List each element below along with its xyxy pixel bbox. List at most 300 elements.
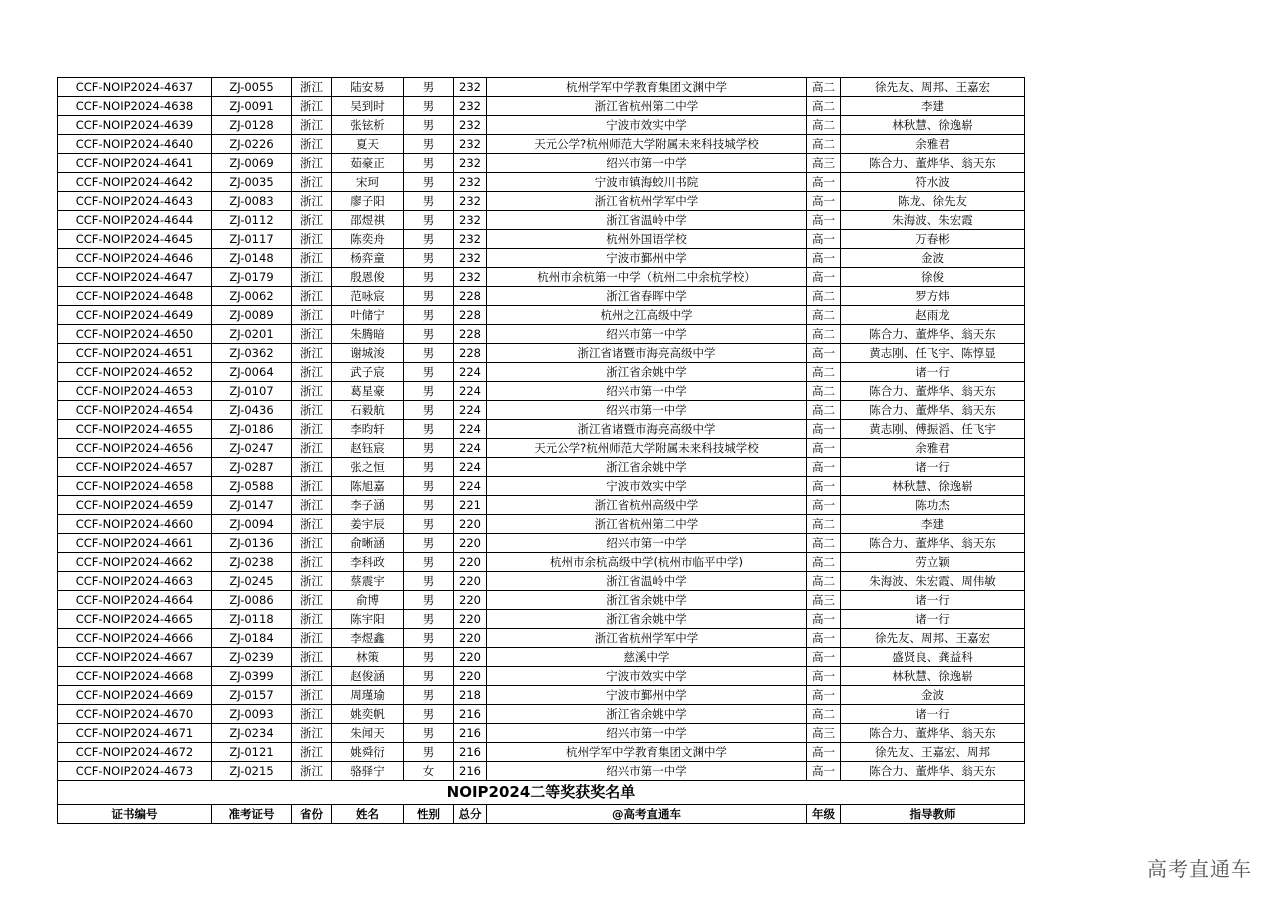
cell-grade: 高一 xyxy=(807,743,841,762)
cell-exam-no: ZJ-0147 xyxy=(212,496,292,515)
cell-teacher: 黄志刚、任飞宇、陈惇显 xyxy=(841,344,1025,363)
table-row xyxy=(58,572,1025,591)
cell-cert-no: CCF-NOIP2024-4639 xyxy=(58,116,212,135)
cell-name: 范咏宸 xyxy=(332,287,404,306)
cell-cert-no: CCF-NOIP2024-4653 xyxy=(58,382,212,401)
cell-province: 浙江 xyxy=(292,572,332,591)
cell-score: 232 xyxy=(454,211,487,230)
cell-name: 俞晰涵 xyxy=(332,534,404,553)
cell-cert-no: CCF-NOIP2024-4660 xyxy=(58,515,212,534)
cell-teacher: 李建 xyxy=(841,515,1025,534)
cell-province: 浙江 xyxy=(292,230,332,249)
cell-province: 浙江 xyxy=(292,116,332,135)
cell-teacher: 李建 xyxy=(841,97,1025,116)
cell-exam-no: ZJ-0064 xyxy=(212,363,292,382)
cell-grade: 高一 xyxy=(807,667,841,686)
cell-exam-no: ZJ-0136 xyxy=(212,534,292,553)
cell-grade: 高一 xyxy=(807,268,841,287)
cell-teacher: 陈功杰 xyxy=(841,496,1025,515)
table-row xyxy=(58,591,1025,610)
cell-province: 浙江 xyxy=(292,439,332,458)
cell-grade: 高二 xyxy=(807,135,841,154)
table-row xyxy=(58,762,1025,781)
cell-school: 杭州之江高级中学 xyxy=(487,306,807,325)
cell-score: 224 xyxy=(454,420,487,439)
cell-score: 221 xyxy=(454,496,487,515)
cell-teacher: 徐先友、周邦、王嘉宏 xyxy=(841,78,1025,97)
header-gender: 性别 xyxy=(404,805,454,824)
cell-gender: 男 xyxy=(404,724,454,743)
cell-gender: 男 xyxy=(404,477,454,496)
cell-teacher: 林秋慧、徐逸崭 xyxy=(841,477,1025,496)
table-row xyxy=(58,686,1025,705)
cell-grade: 高一 xyxy=(807,344,841,363)
table-row xyxy=(58,667,1025,686)
cell-cert-no: CCF-NOIP2024-4640 xyxy=(58,135,212,154)
cell-name: 陈奕舟 xyxy=(332,230,404,249)
cell-teacher: 诸一行 xyxy=(841,610,1025,629)
table-row xyxy=(58,287,1025,306)
cell-score: 220 xyxy=(454,591,487,610)
cell-name: 夏天 xyxy=(332,135,404,154)
cell-school: 绍兴市第一中学 xyxy=(487,382,807,401)
cell-gender: 男 xyxy=(404,705,454,724)
cell-grade: 高二 xyxy=(807,116,841,135)
cell-cert-no: CCF-NOIP2024-4643 xyxy=(58,192,212,211)
table-row xyxy=(58,705,1025,724)
header-name: 姓名 xyxy=(332,805,404,824)
cell-exam-no: ZJ-0436 xyxy=(212,401,292,420)
cell-cert-no: CCF-NOIP2024-4669 xyxy=(58,686,212,705)
table-row xyxy=(58,477,1025,496)
cell-grade: 高一 xyxy=(807,192,841,211)
cell-exam-no: ZJ-0094 xyxy=(212,515,292,534)
cell-exam-no: ZJ-0201 xyxy=(212,325,292,344)
cell-teacher: 徐俊 xyxy=(841,268,1025,287)
cell-teacher: 朱海波、朱宏霞 xyxy=(841,211,1025,230)
cell-gender: 男 xyxy=(404,439,454,458)
cell-province: 浙江 xyxy=(292,173,332,192)
cell-score: 232 xyxy=(454,249,487,268)
cell-score: 220 xyxy=(454,515,487,534)
cell-school: 宁波市效实中学 xyxy=(487,667,807,686)
cell-score: 220 xyxy=(454,534,487,553)
cell-school: 绍兴市第一中学 xyxy=(487,724,807,743)
cell-score: 220 xyxy=(454,553,487,572)
cell-school: 浙江省余姚中学 xyxy=(487,610,807,629)
cell-name: 李科政 xyxy=(332,553,404,572)
cell-school: 浙江省杭州高级中学 xyxy=(487,496,807,515)
cell-cert-no: CCF-NOIP2024-4655 xyxy=(58,420,212,439)
cell-gender: 男 xyxy=(404,382,454,401)
cell-school: 宁波市鄞州中学 xyxy=(487,686,807,705)
cell-grade: 高一 xyxy=(807,686,841,705)
cell-grade: 高一 xyxy=(807,629,841,648)
cell-gender: 男 xyxy=(404,743,454,762)
cell-gender: 男 xyxy=(404,667,454,686)
cell-province: 浙江 xyxy=(292,192,332,211)
cell-teacher: 徐先友、王嘉宏、周邦 xyxy=(841,743,1025,762)
cell-name: 陆安易 xyxy=(332,78,404,97)
cell-score: 216 xyxy=(454,743,487,762)
table-row xyxy=(58,743,1025,762)
cell-province: 浙江 xyxy=(292,382,332,401)
table-row xyxy=(58,458,1025,477)
cell-province: 浙江 xyxy=(292,401,332,420)
cell-grade: 高一 xyxy=(807,477,841,496)
cell-score: 220 xyxy=(454,629,487,648)
table-row xyxy=(58,268,1025,287)
cell-school: 浙江省余姚中学 xyxy=(487,458,807,477)
cell-cert-no: CCF-NOIP2024-4665 xyxy=(58,610,212,629)
cell-gender: 男 xyxy=(404,249,454,268)
table-row xyxy=(58,344,1025,363)
cell-name: 姚奕帆 xyxy=(332,705,404,724)
table-row xyxy=(58,420,1025,439)
cell-school: 浙江省余姚中学 xyxy=(487,363,807,382)
cell-score: 220 xyxy=(454,572,487,591)
cell-exam-no: ZJ-0148 xyxy=(212,249,292,268)
cell-province: 浙江 xyxy=(292,78,332,97)
cell-score: 232 xyxy=(454,97,487,116)
cell-cert-no: CCF-NOIP2024-4657 xyxy=(58,458,212,477)
cell-cert-no: CCF-NOIP2024-4663 xyxy=(58,572,212,591)
cell-school: 杭州市余杭高级中学(杭州市临平中学) xyxy=(487,553,807,572)
cell-grade: 高一 xyxy=(807,249,841,268)
cell-school: 绍兴市第一中学 xyxy=(487,534,807,553)
cell-score: 232 xyxy=(454,268,487,287)
header-province: 省份 xyxy=(292,805,332,824)
cell-gender: 男 xyxy=(404,629,454,648)
cell-grade: 高二 xyxy=(807,705,841,724)
cell-province: 浙江 xyxy=(292,344,332,363)
cell-school: 杭州外国语学校 xyxy=(487,230,807,249)
cell-exam-no: ZJ-0093 xyxy=(212,705,292,724)
cell-province: 浙江 xyxy=(292,249,332,268)
cell-score: 216 xyxy=(454,705,487,724)
cell-gender: 男 xyxy=(404,116,454,135)
cell-school: 浙江省杭州第二中学 xyxy=(487,515,807,534)
cell-school: 绍兴市第一中学 xyxy=(487,401,807,420)
cell-gender: 男 xyxy=(404,534,454,553)
cell-school: 浙江省春晖中学 xyxy=(487,287,807,306)
cell-cert-no: CCF-NOIP2024-4656 xyxy=(58,439,212,458)
cell-cert-no: CCF-NOIP2024-4649 xyxy=(58,306,212,325)
cell-school: 天元公学?杭州师范大学附属未来科技城学校 xyxy=(487,439,807,458)
cell-score: 228 xyxy=(454,344,487,363)
header-score: 总分 xyxy=(454,805,487,824)
cell-school: 宁波市鄞州中学 xyxy=(487,249,807,268)
cell-cert-no: CCF-NOIP2024-4672 xyxy=(58,743,212,762)
cell-exam-no: ZJ-0107 xyxy=(212,382,292,401)
cell-gender: 男 xyxy=(404,363,454,382)
cell-name: 宋珂 xyxy=(332,173,404,192)
cell-gender: 男 xyxy=(404,97,454,116)
cell-grade: 高二 xyxy=(807,572,841,591)
header-school: @高考直通车 xyxy=(487,805,807,824)
cell-grade: 高一 xyxy=(807,211,841,230)
cell-province: 浙江 xyxy=(292,762,332,781)
cell-province: 浙江 xyxy=(292,724,332,743)
cell-gender: 男 xyxy=(404,325,454,344)
table-row xyxy=(58,306,1025,325)
cell-school: 杭州学军中学教育集团文渊中学 xyxy=(487,78,807,97)
cell-name: 吴到时 xyxy=(332,97,404,116)
cell-teacher: 林秋慧、徐逸崭 xyxy=(841,667,1025,686)
cell-score: 232 xyxy=(454,192,487,211)
cell-cert-no: CCF-NOIP2024-4661 xyxy=(58,534,212,553)
cell-province: 浙江 xyxy=(292,135,332,154)
cell-province: 浙江 xyxy=(292,629,332,648)
cell-exam-no: ZJ-0245 xyxy=(212,572,292,591)
cell-province: 浙江 xyxy=(292,363,332,382)
cell-gender: 男 xyxy=(404,344,454,363)
cell-gender: 男 xyxy=(404,610,454,629)
cell-teacher: 盛贤良、龚益科 xyxy=(841,648,1025,667)
cell-name: 邵煜祺 xyxy=(332,211,404,230)
cell-teacher: 陈合力、董烨华、翁天东 xyxy=(841,762,1025,781)
cell-cert-no: CCF-NOIP2024-4638 xyxy=(58,97,212,116)
table-row xyxy=(58,534,1025,553)
cell-score: 228 xyxy=(454,306,487,325)
cell-teacher: 诸一行 xyxy=(841,591,1025,610)
cell-exam-no: ZJ-0083 xyxy=(212,192,292,211)
cell-cert-no: CCF-NOIP2024-4647 xyxy=(58,268,212,287)
cell-grade: 高二 xyxy=(807,363,841,382)
cell-name: 石毅航 xyxy=(332,401,404,420)
cell-gender: 男 xyxy=(404,154,454,173)
table-row xyxy=(58,401,1025,420)
cell-exam-no: ZJ-0287 xyxy=(212,458,292,477)
table-row xyxy=(58,135,1025,154)
cell-exam-no: ZJ-0239 xyxy=(212,648,292,667)
cell-name: 张铉析 xyxy=(332,116,404,135)
cell-score: 228 xyxy=(454,325,487,344)
cell-school: 宁波市镇海蛟川书院 xyxy=(487,173,807,192)
cell-name: 杨弈童 xyxy=(332,249,404,268)
cell-cert-no: CCF-NOIP2024-4650 xyxy=(58,325,212,344)
cell-province: 浙江 xyxy=(292,667,332,686)
cell-gender: 女 xyxy=(404,762,454,781)
cell-name: 姚舜衍 xyxy=(332,743,404,762)
cell-grade: 高二 xyxy=(807,382,841,401)
cell-cert-no: CCF-NOIP2024-4671 xyxy=(58,724,212,743)
cell-province: 浙江 xyxy=(292,458,332,477)
cell-gender: 男 xyxy=(404,268,454,287)
cell-name: 李昀轩 xyxy=(332,420,404,439)
cell-teacher: 林秋慧、徐逸崭 xyxy=(841,116,1025,135)
cell-province: 浙江 xyxy=(292,287,332,306)
cell-score: 216 xyxy=(454,762,487,781)
header-teacher: 指导教师 xyxy=(841,805,1025,824)
cell-name: 谢城浚 xyxy=(332,344,404,363)
table-row xyxy=(58,648,1025,667)
cell-school: 浙江省诸暨市海亮高级中学 xyxy=(487,420,807,439)
cell-grade: 高二 xyxy=(807,553,841,572)
cell-teacher: 陈合力、董烨华、翁天东 xyxy=(841,534,1025,553)
cell-gender: 男 xyxy=(404,173,454,192)
cell-teacher: 诸一行 xyxy=(841,458,1025,477)
cell-score: 232 xyxy=(454,230,487,249)
section-title: NOIP2024二等奖获奖名单 xyxy=(58,781,1025,805)
cell-gender: 男 xyxy=(404,135,454,154)
cell-exam-no: ZJ-0399 xyxy=(212,667,292,686)
award-table-body xyxy=(58,78,1025,781)
cell-school: 浙江省诸暨市海亮高级中学 xyxy=(487,344,807,363)
cell-exam-no: ZJ-0089 xyxy=(212,306,292,325)
cell-gender: 男 xyxy=(404,591,454,610)
cell-teacher: 罗方炜 xyxy=(841,287,1025,306)
cell-school: 慈溪中学 xyxy=(487,648,807,667)
cell-exam-no: ZJ-0118 xyxy=(212,610,292,629)
cell-exam-no: ZJ-0184 xyxy=(212,629,292,648)
table-row xyxy=(58,154,1025,173)
cell-name: 殷恩俊 xyxy=(332,268,404,287)
cell-province: 浙江 xyxy=(292,154,332,173)
cell-cert-no: CCF-NOIP2024-4673 xyxy=(58,762,212,781)
cell-school: 绍兴市第一中学 xyxy=(487,154,807,173)
table-row xyxy=(58,382,1025,401)
cell-name: 陈宇阳 xyxy=(332,610,404,629)
table-row xyxy=(58,249,1025,268)
table-row xyxy=(58,325,1025,344)
cell-teacher: 陈合力、董烨华、翁天东 xyxy=(841,724,1025,743)
cell-grade: 高二 xyxy=(807,287,841,306)
award-table xyxy=(57,77,1025,824)
header-cert-no: 证书编号 xyxy=(58,805,212,824)
cell-cert-no: CCF-NOIP2024-4642 xyxy=(58,173,212,192)
cell-name: 叶储宁 xyxy=(332,306,404,325)
cell-province: 浙江 xyxy=(292,553,332,572)
table-row xyxy=(58,173,1025,192)
cell-province: 浙江 xyxy=(292,591,332,610)
cell-gender: 男 xyxy=(404,496,454,515)
cell-cert-no: CCF-NOIP2024-4668 xyxy=(58,667,212,686)
watermark-text: 高考直通车 xyxy=(1147,857,1252,881)
cell-school: 浙江省余姚中学 xyxy=(487,705,807,724)
cell-gender: 男 xyxy=(404,230,454,249)
cell-cert-no: CCF-NOIP2024-4659 xyxy=(58,496,212,515)
cell-name: 俞博 xyxy=(332,591,404,610)
cell-grade: 高三 xyxy=(807,724,841,743)
table-row xyxy=(58,629,1025,648)
cell-school: 宁波市效实中学 xyxy=(487,116,807,135)
cell-teacher: 劳立颖 xyxy=(841,553,1025,572)
cell-school: 浙江省温岭中学 xyxy=(487,211,807,230)
cell-name: 朱腾暗 xyxy=(332,325,404,344)
cell-score: 220 xyxy=(454,648,487,667)
cell-score: 232 xyxy=(454,116,487,135)
cell-name: 李煜鑫 xyxy=(332,629,404,648)
cell-province: 浙江 xyxy=(292,610,332,629)
cell-province: 浙江 xyxy=(292,515,332,534)
cell-province: 浙江 xyxy=(292,97,332,116)
cell-gender: 男 xyxy=(404,515,454,534)
cell-cert-no: CCF-NOIP2024-4664 xyxy=(58,591,212,610)
cell-exam-no: ZJ-0247 xyxy=(212,439,292,458)
cell-gender: 男 xyxy=(404,420,454,439)
cell-school: 浙江省杭州学军中学 xyxy=(487,629,807,648)
cell-province: 浙江 xyxy=(292,648,332,667)
cell-grade: 高二 xyxy=(807,401,841,420)
cell-teacher: 朱海波、朱宏霞、周伟敏 xyxy=(841,572,1025,591)
cell-score: 232 xyxy=(454,154,487,173)
cell-score: 220 xyxy=(454,610,487,629)
cell-score: 218 xyxy=(454,686,487,705)
cell-grade: 高二 xyxy=(807,306,841,325)
header-row xyxy=(58,805,1025,824)
table-row xyxy=(58,439,1025,458)
cell-teacher: 陈合力、董烨华、翁天东 xyxy=(841,325,1025,344)
cell-exam-no: ZJ-0112 xyxy=(212,211,292,230)
cell-province: 浙江 xyxy=(292,705,332,724)
cell-grade: 高三 xyxy=(807,154,841,173)
cell-grade: 高一 xyxy=(807,762,841,781)
cell-grade: 高三 xyxy=(807,591,841,610)
cell-exam-no: ZJ-0588 xyxy=(212,477,292,496)
cell-name: 朱闻天 xyxy=(332,724,404,743)
cell-teacher: 金波 xyxy=(841,249,1025,268)
cell-exam-no: ZJ-0362 xyxy=(212,344,292,363)
cell-cert-no: CCF-NOIP2024-4641 xyxy=(58,154,212,173)
section-title-row xyxy=(58,781,1025,805)
cell-gender: 男 xyxy=(404,287,454,306)
cell-teacher: 赵雨龙 xyxy=(841,306,1025,325)
cell-teacher: 陈合力、董烨华、翁天东 xyxy=(841,154,1025,173)
cell-gender: 男 xyxy=(404,192,454,211)
cell-name: 李子涵 xyxy=(332,496,404,515)
cell-name: 蔡震宇 xyxy=(332,572,404,591)
cell-teacher: 黄志刚、傅振滔、任飞宇 xyxy=(841,420,1025,439)
cell-teacher: 余雅君 xyxy=(841,135,1025,154)
cell-gender: 男 xyxy=(404,686,454,705)
cell-gender: 男 xyxy=(404,458,454,477)
cell-teacher: 诸一行 xyxy=(841,363,1025,382)
cell-teacher: 万春彬 xyxy=(841,230,1025,249)
cell-exam-no: ZJ-0121 xyxy=(212,743,292,762)
table-row xyxy=(58,610,1025,629)
cell-cert-no: CCF-NOIP2024-4652 xyxy=(58,363,212,382)
cell-name: 茹豪正 xyxy=(332,154,404,173)
cell-school: 浙江省杭州第二中学 xyxy=(487,97,807,116)
cell-grade: 高一 xyxy=(807,420,841,439)
table-row xyxy=(58,363,1025,382)
cell-cert-no: CCF-NOIP2024-4644 xyxy=(58,211,212,230)
cell-score: 216 xyxy=(454,724,487,743)
table-row xyxy=(58,724,1025,743)
cell-school: 浙江省杭州学军中学 xyxy=(487,192,807,211)
table-row xyxy=(58,116,1025,135)
cell-exam-no: ZJ-0091 xyxy=(212,97,292,116)
cell-teacher: 陈合力、董烨华、翁天东 xyxy=(841,382,1025,401)
cell-province: 浙江 xyxy=(292,534,332,553)
cell-grade: 高二 xyxy=(807,97,841,116)
cell-grade: 高二 xyxy=(807,325,841,344)
cell-grade: 高一 xyxy=(807,610,841,629)
cell-name: 廖子阳 xyxy=(332,192,404,211)
cell-exam-no: ZJ-0069 xyxy=(212,154,292,173)
cell-province: 浙江 xyxy=(292,211,332,230)
cell-school: 天元公学?杭州师范大学附属未来科技城学校 xyxy=(487,135,807,154)
cell-name: 张之恒 xyxy=(332,458,404,477)
cell-exam-no: ZJ-0062 xyxy=(212,287,292,306)
cell-name: 陈旭嘉 xyxy=(332,477,404,496)
cell-cert-no: CCF-NOIP2024-4651 xyxy=(58,344,212,363)
table-row xyxy=(58,211,1025,230)
cell-province: 浙江 xyxy=(292,477,332,496)
header-exam-no: 准考证号 xyxy=(212,805,292,824)
cell-gender: 男 xyxy=(404,306,454,325)
